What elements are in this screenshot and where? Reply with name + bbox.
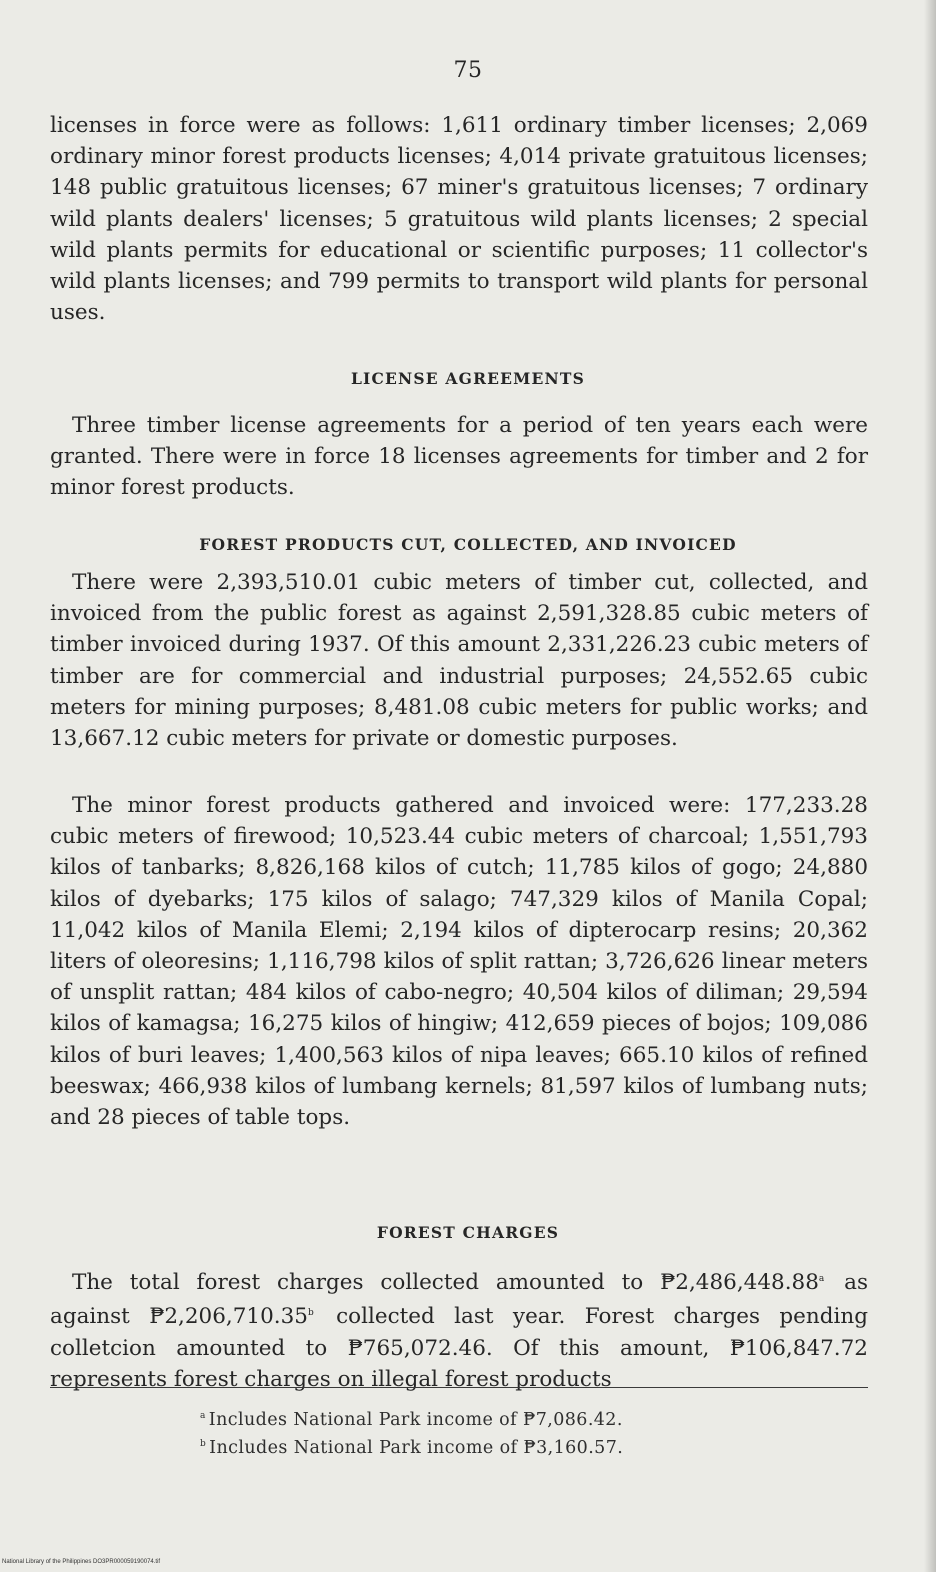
opening-paragraph: licenses in force were as follows: 1,611 ordinary timber licenses; 2,069 ordinary minor forest products licenses; 4,014 private gratuitous licenses; 148 public gratuitous licenses; 67 miner's gratuitous licenses; 7 ordinary wild plants dealers' licenses; 5 gratuitous wild plants licenses; 2 special wild plants permits for educational or scientific purposes; 11 collector's wild plants licenses; and 799 permits to transport wild plants for personal uses. — [50, 113, 868, 326]
footnote-a — [200, 1405, 820, 1431]
forest-charges-text-2: as against ₱2,206,710.35 — [50, 1270, 868, 1330]
page-edge-shadow — [924, 0, 936, 1572]
footnote-mark-b: b — [307, 1308, 314, 1319]
footnote-b — [200, 1433, 820, 1459]
forest-charges-text-3: collected last year. Forest charges pending colletcion amounted to ₱765,072.46. Of this amount, ₱106,847.72 represents forest charges on illegal forest products — [50, 1304, 868, 1392]
forest-charges-heading: FOREST CHARGES — [376, 1223, 560, 1242]
scan-imprint: National Library of the Philippines DO3PR000059190074.tif — [2, 1559, 161, 1565]
page-number: 75 — [453, 58, 483, 83]
footnote-a-mark: a — [200, 1411, 206, 1421]
footnote-mark-a: a — [818, 1274, 825, 1284]
license-agreements-paragraph: Three timber license agreements for a period of ten years each were granted. There were in force 18 licenses agreements for timber and 2 for minor forest products. — [50, 413, 868, 501]
footnote-a-text: Includes National Park income of ₱7,086.42. — [208, 1409, 623, 1430]
forest-products-paragraph-1: There were 2,393,510.01 cubic meters of timber cut, collected, and invoiced from the public forest as against 2,591,328.85 cubic meters of timber invoiced during 1937. Of this amount 2,331,226.23 cubic meters of timber are for commercial and industrial purposes; 24,552.65 cubic meters for mining purposes; 8,481.08 cubic meters for public works; and 13,667.12 cubic meters for private or domestic purposes. — [50, 570, 868, 752]
footnote-b-mark: b — [200, 1439, 207, 1449]
forest-charges-paragraph — [50, 1264, 868, 1395]
footnote-divider — [50, 1387, 868, 1388]
footnote-b-text: Includes National Park income of ₱3,160.57. — [209, 1437, 624, 1458]
forest-products-paragraph-2: The minor forest products gathered and invoiced were: 177,233.28 cubic meters of firewood; 10,523.44 cubic meters of charcoal; 1,551,793 kilos of tanbarks; 8,826,168 kilos of cutch; 11,785 kilos of gogo; 24,880 kilos of dyebarks; 175 kilos of salago; 747,329 kilos of Manila Copal; 11,042 kilos of Manila Elemi; 2,194 kilos of dipterocarp resins; 20,362 liters of oleoresins; 1,116,798 kilos of split rattan; 3,726,626 linear meters of unsplit rattan; 484 kilos of cabo-negro; 40,504 kilos of diliman; 29,594 kilos of kamagsa; 16,275 kilos of hingiw; 412,659 pieces of bojos; 109,086 kilos of buri leaves; 1,400,563 kilos of nipa leaves; 665.10 kilos of refined beeswax; 466,938 kilos of lumbang kernels; 81,597 kilos of lumbang nuts; and 28 pieces of table tops. — [50, 793, 868, 1131]
license-agreements-heading: LICENSE AGREEMENTS — [350, 369, 586, 388]
forest-charges-text-1: The total forest charges collected amounted to ₱2,486,448.88 — [72, 1270, 819, 1296]
forest-products-heading: FOREST PRODUCTS CUT, COLLECTED, AND INVOICED — [199, 535, 737, 554]
